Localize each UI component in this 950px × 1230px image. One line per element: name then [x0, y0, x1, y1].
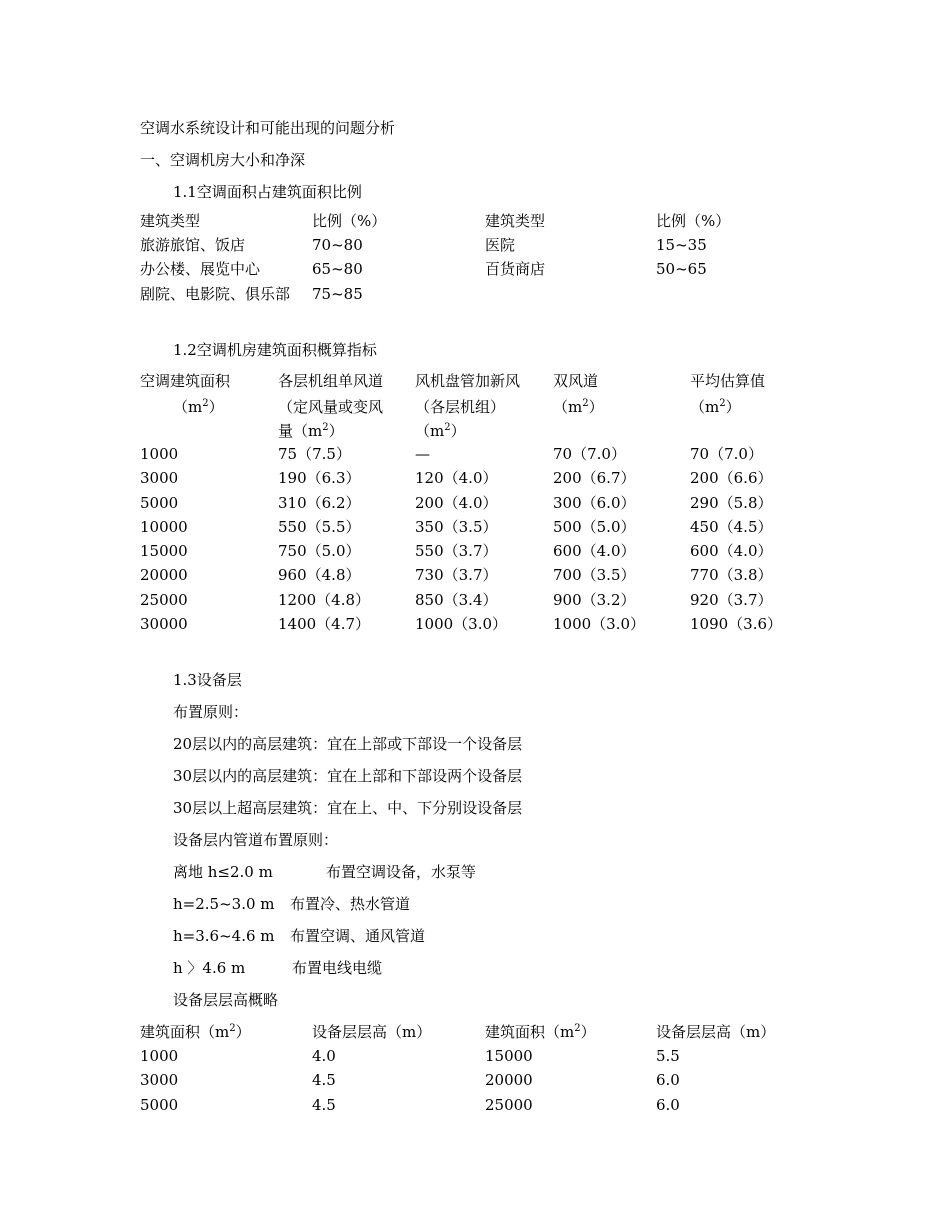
table-cell: 1400（4.7）	[278, 615, 371, 633]
table-cell: 450（4.5）	[690, 518, 773, 536]
table-cell: 医院	[485, 236, 516, 254]
principle-item: 30层以上超高层建筑：宜在上、中、下分别设设备层	[173, 799, 523, 817]
header-cell: 平均估算值	[690, 372, 766, 390]
table-cell: 120（4.0）	[415, 469, 498, 487]
section-heading: 一、空调机房大小和净深	[140, 151, 306, 169]
table-cell: 500（5.0）	[553, 518, 636, 536]
header-cell: （各层机组）	[415, 398, 506, 416]
table-cell: 1090（3.6）	[690, 615, 783, 633]
table-cell: 6.0	[656, 1071, 680, 1089]
header-cell: 各层机组单风道	[278, 372, 384, 390]
header-cell: 设备层层高（m）	[312, 1023, 432, 1041]
table-cell: 4.5	[312, 1096, 336, 1114]
table-cell: 25000	[485, 1096, 533, 1114]
table-cell: 15000	[140, 542, 188, 560]
document-title: 空调水系统设计和可能出现的问题分析	[140, 119, 396, 137]
table-cell: 50~65	[656, 260, 707, 278]
table-cell: 65~80	[312, 260, 363, 278]
pipe-rule-height: h 〉4.6 m	[173, 959, 246, 977]
table-cell: 6.0	[656, 1096, 680, 1114]
table-cell: 剧院、电影院、俱乐部	[140, 285, 291, 303]
pipe-rule-height: 离地 h≤2.0 m	[173, 863, 273, 881]
pipe-principle-label: 设备层内管道布置原则：	[173, 831, 339, 849]
header-cell: $(m^2)$	[415, 422, 466, 440]
pipe-rule-use: 布置电线电缆	[292, 959, 383, 977]
table-cell: 700（3.5）	[553, 566, 636, 584]
subsection-heading-1-2: 1.2空调机房建筑面积概算指标	[173, 341, 377, 359]
table-cell: 3000	[140, 469, 179, 487]
height-table-label: 设备层层高概略	[173, 991, 279, 1009]
table-cell: 1000	[140, 1047, 179, 1065]
table-cell: 730（3.7）	[415, 566, 498, 584]
header-cell: 比例（%）	[656, 212, 731, 230]
table-cell: 5000	[140, 494, 179, 512]
table-cell: 75（7.5）	[278, 445, 351, 463]
table-cell: 办公楼、展览中心	[140, 260, 261, 278]
table-cell: 15000	[485, 1047, 533, 1065]
pipe-rule-height: h=3.6~4.6 m	[173, 927, 275, 945]
pipe-rule-height: h=2.5~3.0 m	[173, 895, 275, 913]
table-cell: —	[415, 445, 430, 463]
table-cell: 4.5	[312, 1071, 336, 1089]
header-cell: 建筑类型	[140, 212, 201, 230]
table-cell: 200（6.6）	[690, 469, 773, 487]
header-cell: （定风量或变风	[278, 398, 384, 416]
header-cell: 设备层层高（m）	[656, 1023, 776, 1041]
table-cell: 300（6.0）	[553, 494, 636, 512]
table-cell: 600（4.0）	[690, 542, 773, 560]
header-cell: 风机盘管加新风	[415, 372, 521, 390]
table-cell: 200（4.0）	[415, 494, 498, 512]
table-cell: 550（5.5）	[278, 518, 361, 536]
table-cell: 350（3.5）	[415, 518, 498, 536]
table-cell: 290（5.8）	[690, 494, 773, 512]
table-cell: 20000	[485, 1071, 533, 1089]
table-cell: 770（3.8）	[690, 566, 773, 584]
table-cell: 旅游旅馆、饭店	[140, 236, 246, 254]
table-cell: 190（6.3）	[278, 469, 361, 487]
table-cell: 200（6.7）	[553, 469, 636, 487]
table-cell: 960（4.8）	[278, 566, 361, 584]
table-cell: 百货商店	[485, 260, 546, 278]
table-cell: 920（3.7）	[690, 591, 773, 609]
table-cell: 15~35	[656, 236, 707, 254]
table-cell: 3000	[140, 1071, 179, 1089]
table-cell: 4.0	[312, 1047, 336, 1065]
table-cell: 1200（4.8）	[278, 591, 371, 609]
table-cell: 20000	[140, 566, 188, 584]
pipe-rule-use: 布置空调设备，水泵等	[326, 863, 477, 881]
table-cell: 70（7.0）	[690, 445, 763, 463]
table-cell: 1000（3.0）	[553, 615, 646, 633]
table-cell: 5000	[140, 1096, 179, 1114]
table-cell: 75~85	[312, 285, 363, 303]
pipe-rule-use: 布置空调、通风管道	[290, 927, 426, 945]
header-cell: 建筑面积$(m^2)$	[485, 1023, 596, 1041]
principle-label: 布置原则：	[173, 703, 249, 721]
pipe-rule-use: 布置冷、热水管道	[290, 895, 411, 913]
header-cell: 建筑类型	[485, 212, 546, 230]
table-cell: 310（6.2）	[278, 494, 361, 512]
table-cell: 900（3.2）	[553, 591, 636, 609]
header-cell: $(m^2)$	[690, 398, 741, 416]
subsection-heading-1-3: 1.3设备层	[173, 671, 242, 689]
table-cell: 10000	[140, 518, 188, 536]
header-cell: $(m^2)$	[173, 398, 224, 416]
table-cell: 600（4.0）	[553, 542, 636, 560]
table-cell: 25000	[140, 591, 188, 609]
header-cell: $(m^2)$	[553, 398, 604, 416]
table-cell: 70~80	[312, 236, 363, 254]
table-cell: 850（3.4）	[415, 591, 498, 609]
table-cell: 1000（3.0）	[415, 615, 508, 633]
principle-item: 20层以内的高层建筑：宜在上部或下部设一个设备层	[173, 735, 523, 753]
header-cell: 双风道	[553, 372, 599, 390]
table-cell: 30000	[140, 615, 188, 633]
header-cell: 空调建筑面积	[140, 372, 231, 390]
header-cell: 建筑面积$(m^2)$	[140, 1023, 251, 1041]
header-cell: 量$(m^2)$	[278, 422, 344, 440]
header-cell: 比例（%）	[312, 212, 387, 230]
principle-item: 30层以内的高层建筑：宜在上部和下部设两个设备层	[173, 767, 523, 785]
table-cell: 1000	[140, 445, 179, 463]
table-cell: 5.5	[656, 1047, 680, 1065]
table-cell: 550（3.7）	[415, 542, 498, 560]
table-cell: 750（5.0）	[278, 542, 361, 560]
table-cell: 70（7.0）	[553, 445, 626, 463]
subsection-heading-1-1: 1.1空调面积占建筑面积比例	[173, 183, 362, 201]
